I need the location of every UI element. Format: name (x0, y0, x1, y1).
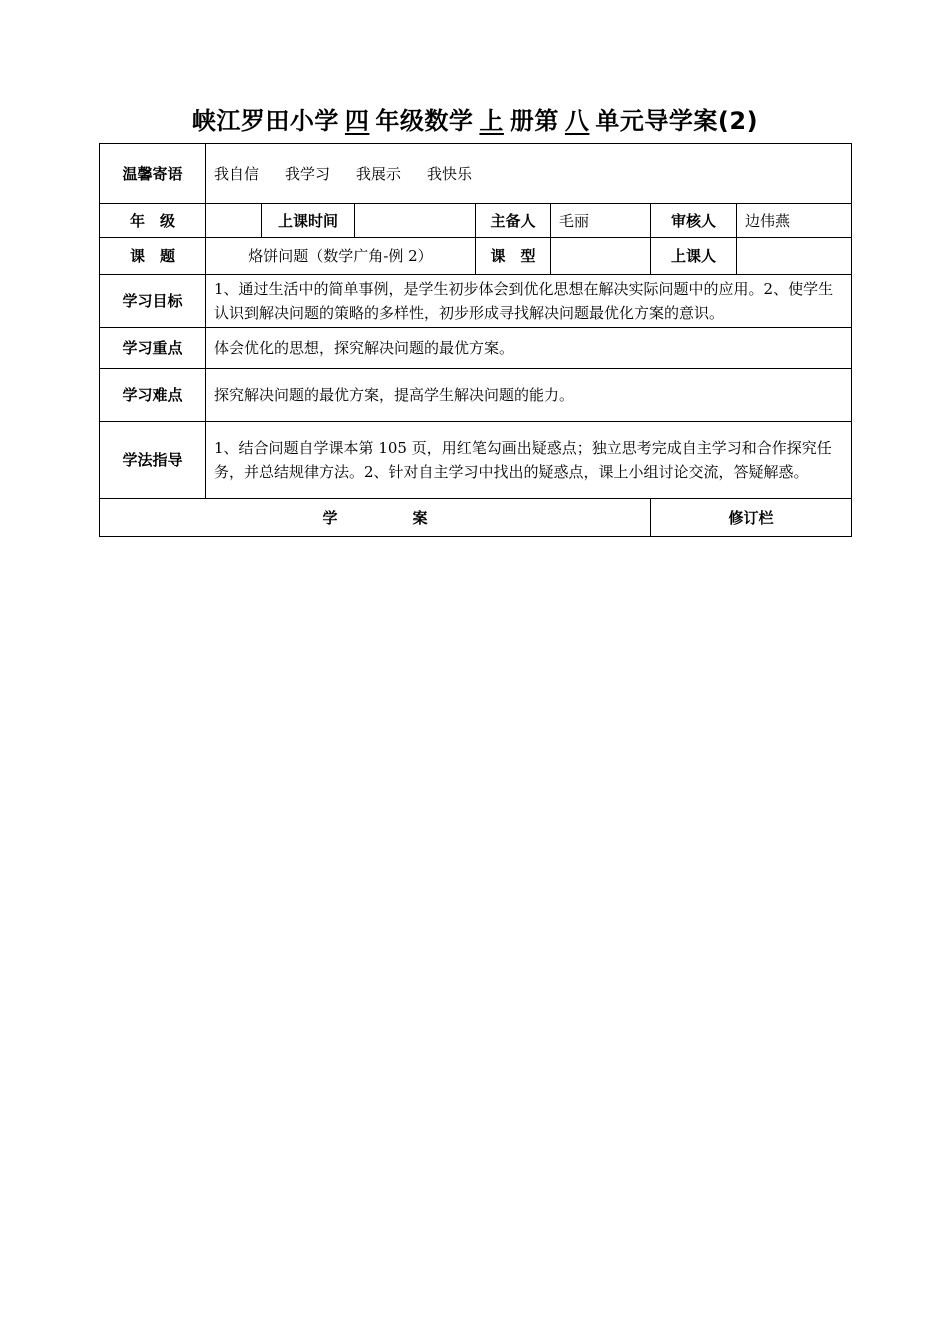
lesson-type-value (551, 238, 651, 275)
motto-row (100, 144, 852, 204)
goal-value: 1、通过生活中的简单事例，是学生初步体会到优化思想在解决实际问题中的应用。2、使学生认识到解决问题的策略的多样性，初步形成寻找解决问题最优化方案的意识。 (206, 275, 852, 328)
reviewer-label: 审核人 (651, 204, 737, 238)
method-value: 1、结合问题自学课本第 105 页，用红笔勾画出疑惑点；独立思考完成自主学习和合作探究任务，并总结规律方法。2、针对自主学习中找出的疑惑点，课上小组讨论交流，答疑解惑。 (206, 422, 852, 499)
preparer-label: 主备人 (476, 204, 551, 238)
grade-label: 年 级 (100, 204, 206, 238)
topic-row (100, 238, 852, 275)
focus-value: 体会优化的思想，探究解决问题的最优方案。 (206, 328, 852, 369)
plan-heading: 学 案 (100, 499, 651, 537)
title-subject: 年级数学 (375, 107, 474, 135)
page-title (0, 101, 950, 136)
focus-row (100, 328, 852, 369)
title-term-blank: 上 (479, 107, 504, 135)
motto-value (206, 144, 852, 204)
lesson-plan-table (99, 143, 852, 537)
teacher-value (737, 238, 852, 275)
focus-label: 学习重点 (100, 328, 206, 369)
title-unit-blank: 八 (564, 107, 590, 135)
method-row (100, 422, 852, 499)
difficulty-value: 探究解决问题的最优方案，提高学生解决问题的能力。 (206, 369, 852, 422)
plan-header-row (100, 499, 852, 537)
class-time-value (355, 204, 476, 238)
revision-heading: 修订栏 (651, 499, 852, 537)
grade-value (206, 204, 262, 238)
difficulty-label: 学习难点 (100, 369, 206, 422)
topic-value: 烙饼问题（数学广角-例 2） (206, 238, 476, 275)
title-grade-blank: 四 (344, 107, 370, 135)
title-suffix: 单元导学案(2) (595, 107, 759, 135)
reviewer-value: 边伟燕 (737, 204, 852, 238)
info-row (100, 204, 852, 238)
motto-item: 我学习 (285, 164, 331, 183)
difficulty-row (100, 369, 852, 422)
lesson-type-label: 课 型 (476, 238, 551, 275)
motto-item: 我展示 (356, 164, 402, 183)
goal-label: 学习目标 (100, 275, 206, 328)
goal-row (100, 275, 852, 328)
topic-label: 课 题 (100, 238, 206, 275)
method-label: 学法指导 (100, 422, 206, 499)
motto-item: 我快乐 (427, 164, 473, 183)
motto-label: 温馨寄语 (100, 144, 206, 204)
title-school: 峡江罗田小学 (191, 107, 339, 135)
title-volume: 册第 (509, 107, 559, 135)
motto-item: 我自信 (214, 164, 260, 183)
class-time-label: 上课时间 (262, 204, 355, 238)
preparer-value: 毛丽 (551, 204, 651, 238)
teacher-label: 上课人 (651, 238, 737, 275)
